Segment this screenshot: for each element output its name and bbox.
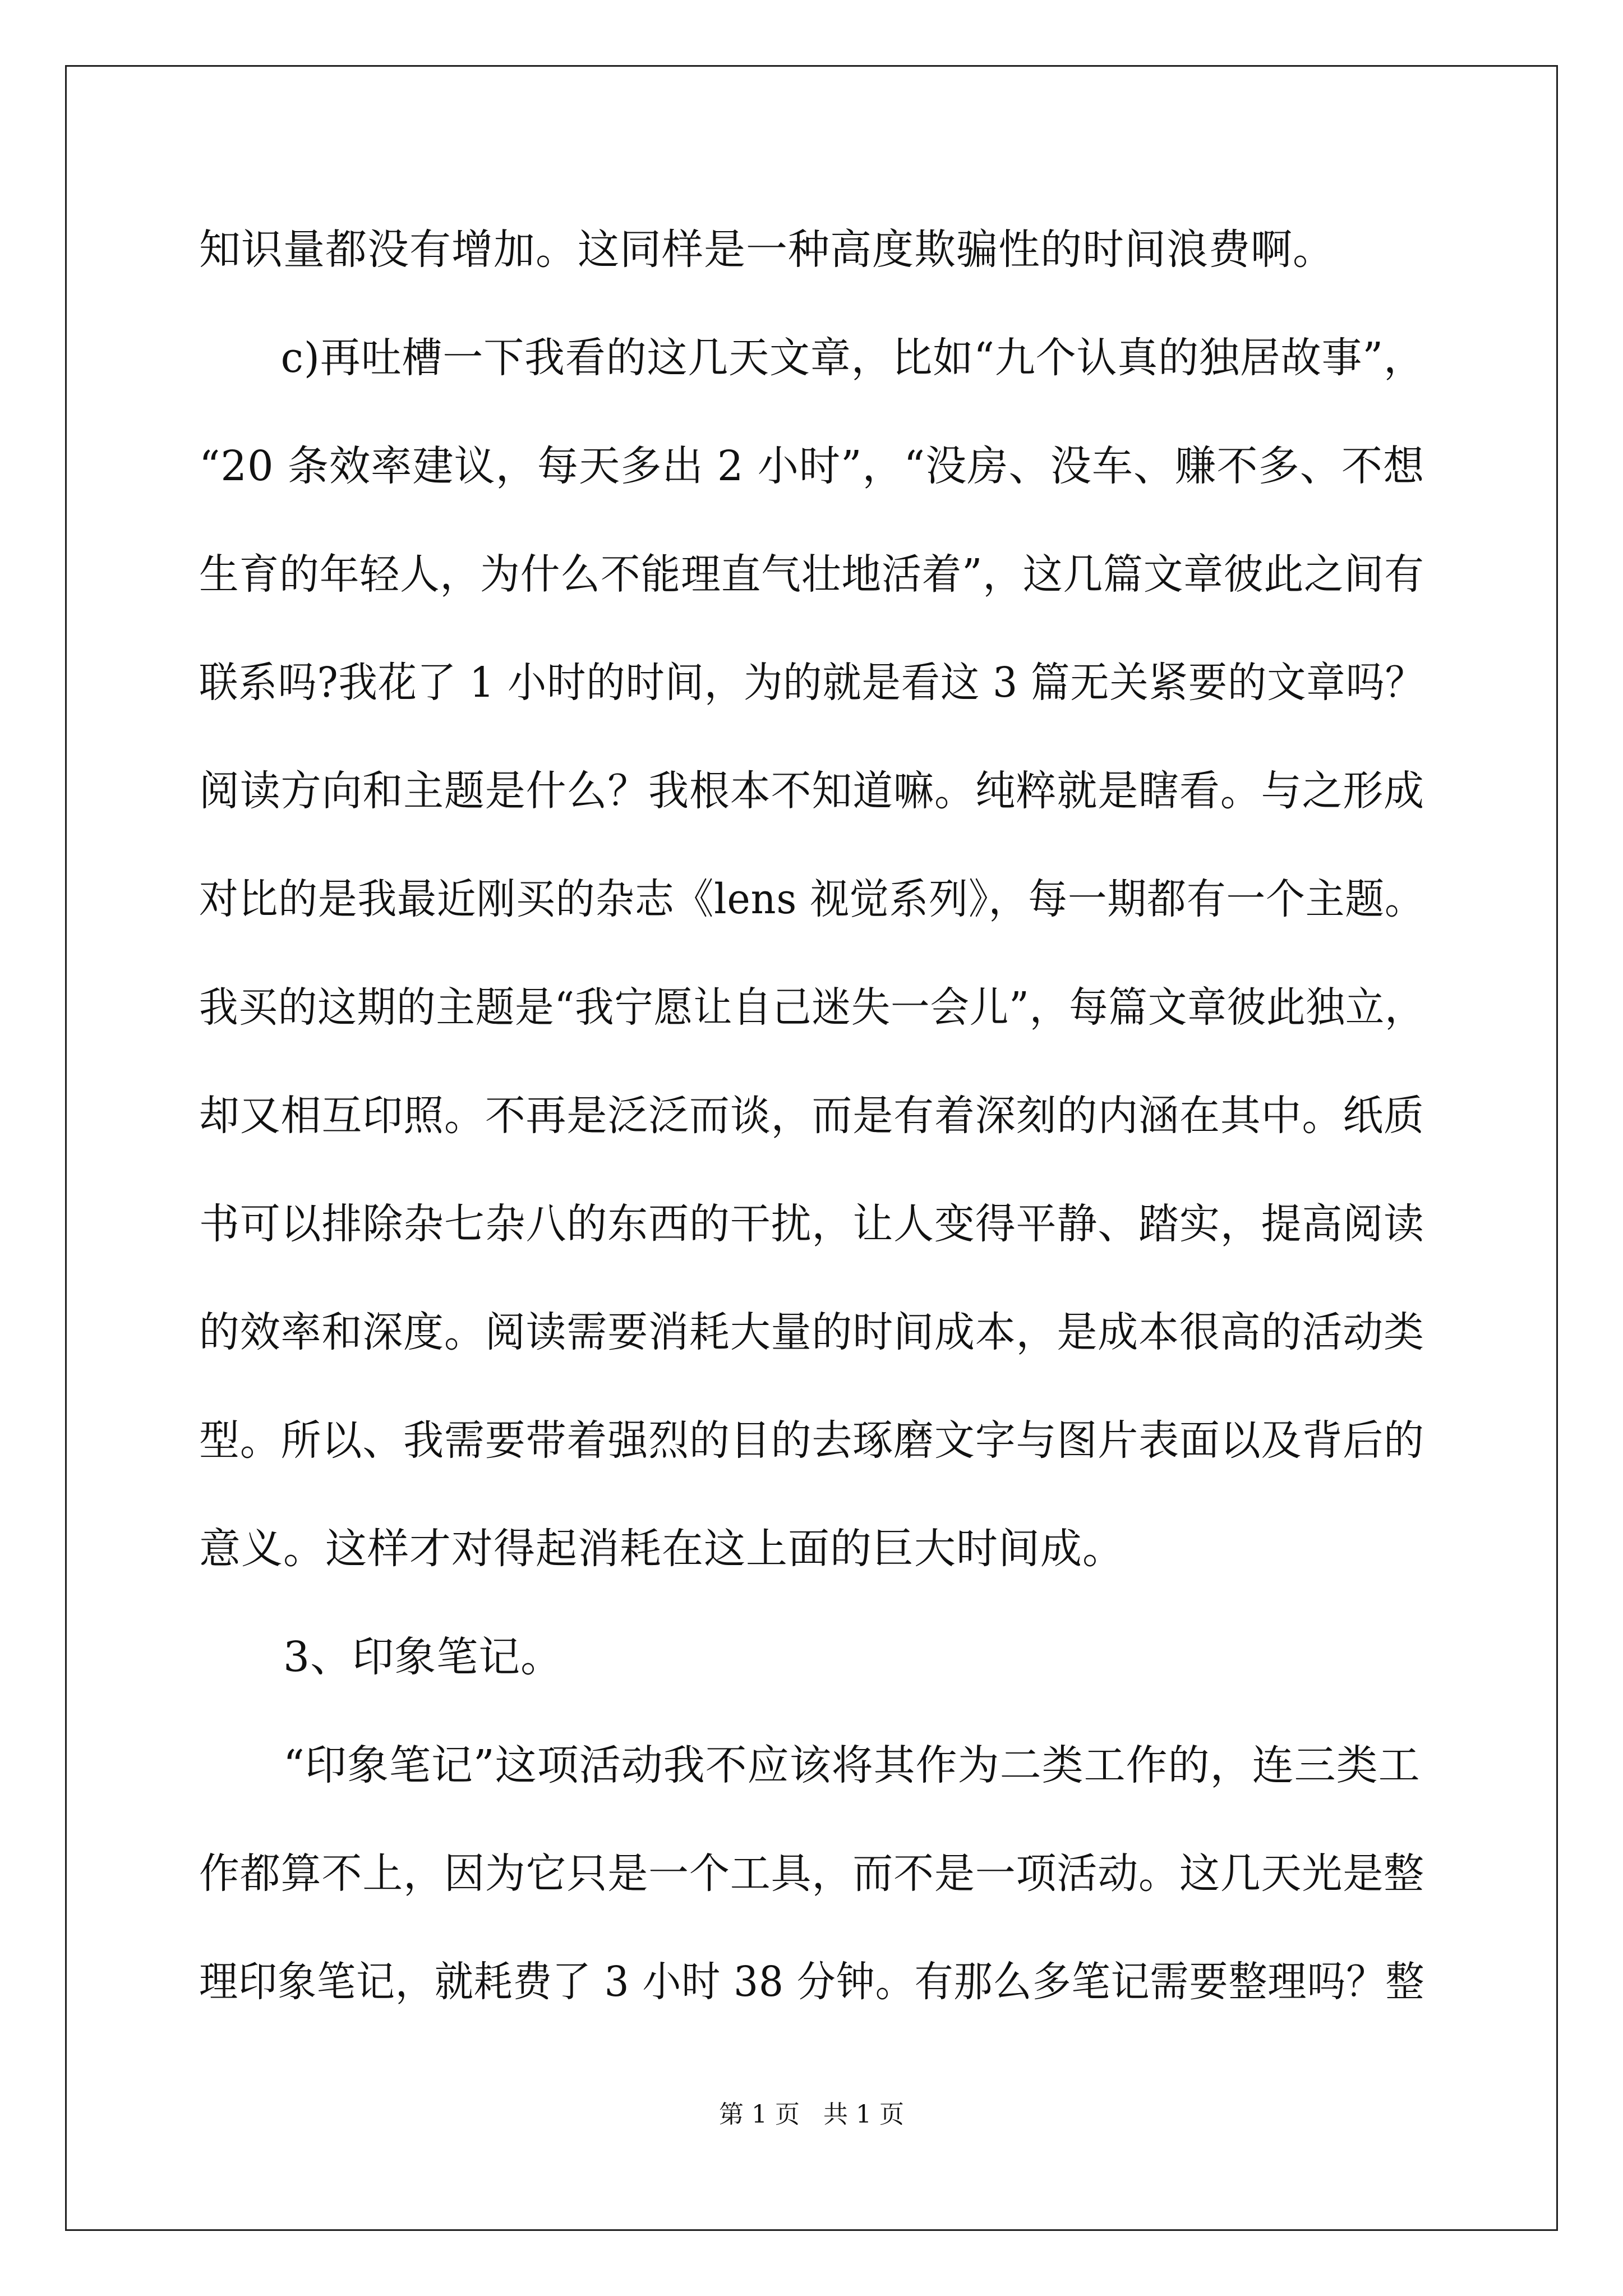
page-footer: 第 1 页 共 1 页 [719, 2100, 904, 2129]
page-border [65, 65, 1558, 2231]
text-line: “20 条效率建议，每天多出 2 小时”，“没房、没车、赚不多、不想 [199, 442, 1425, 490]
text-line: 知识量都没有增加。这同样是一种高度欺骗性的时间浪费啊。 [199, 226, 1335, 274]
text-line: 型。所以、我需要带着强烈的目的去琢磨文字与图片表面以及背后的 [199, 1416, 1424, 1465]
text-line: 理印象笔记，就耗费了 3 小时 38 分钟。有那么多笔记需要整理吗？整 [199, 1958, 1425, 2006]
text-line: 作都算不上，因为它只是一个工具，而不是一项活动。这几天光是整 [199, 1849, 1424, 1898]
text-line: 意义。这样才对得起消耗在这上面的巨大时间成。 [199, 1525, 1124, 1573]
text-line: 却又相互印照。不再是泛泛而谈，而是有着深刻的内涵在其中。纸质 [199, 1092, 1424, 1140]
text-line: 我买的这期的主题是“我宁愿让自己迷失一会儿”，每篇文章彼此独立， [199, 983, 1424, 1032]
text-line: c)再吐槽一下我看的这几天文章，比如“九个认真的独居故事”， [199, 334, 1424, 382]
text-line: 联系吗?我花了 1 小时的时间，为的就是看这 3 篇无关紧要的文章吗？ [199, 659, 1424, 707]
text-line: 对比的是我最近刚买的杂志《lens 视觉系列》，每一期都有一个主题。 [199, 875, 1424, 923]
text-line: 的效率和深度。阅读需要消耗大量的时间成本，是成本很高的活动类 [199, 1308, 1424, 1356]
text-line: 阅读方向和主题是什么？我根本不知道嘛。纯粹就是瞎看。与之形成 [199, 767, 1424, 815]
text-line: “印象笔记”这项活动我不应该将其作为二类工作的，连三类工 [199, 1741, 1421, 1789]
text-line: 书可以排除杂七杂八的东西的干扰，让人变得平静、踏实，提高阅读 [199, 1200, 1424, 1248]
section-heading: 3、印象笔记。 [199, 1633, 563, 1681]
text-line: 生育的年轻人，为什么不能理直气壮地活着”，这几篇文章彼此之间有 [199, 550, 1424, 599]
